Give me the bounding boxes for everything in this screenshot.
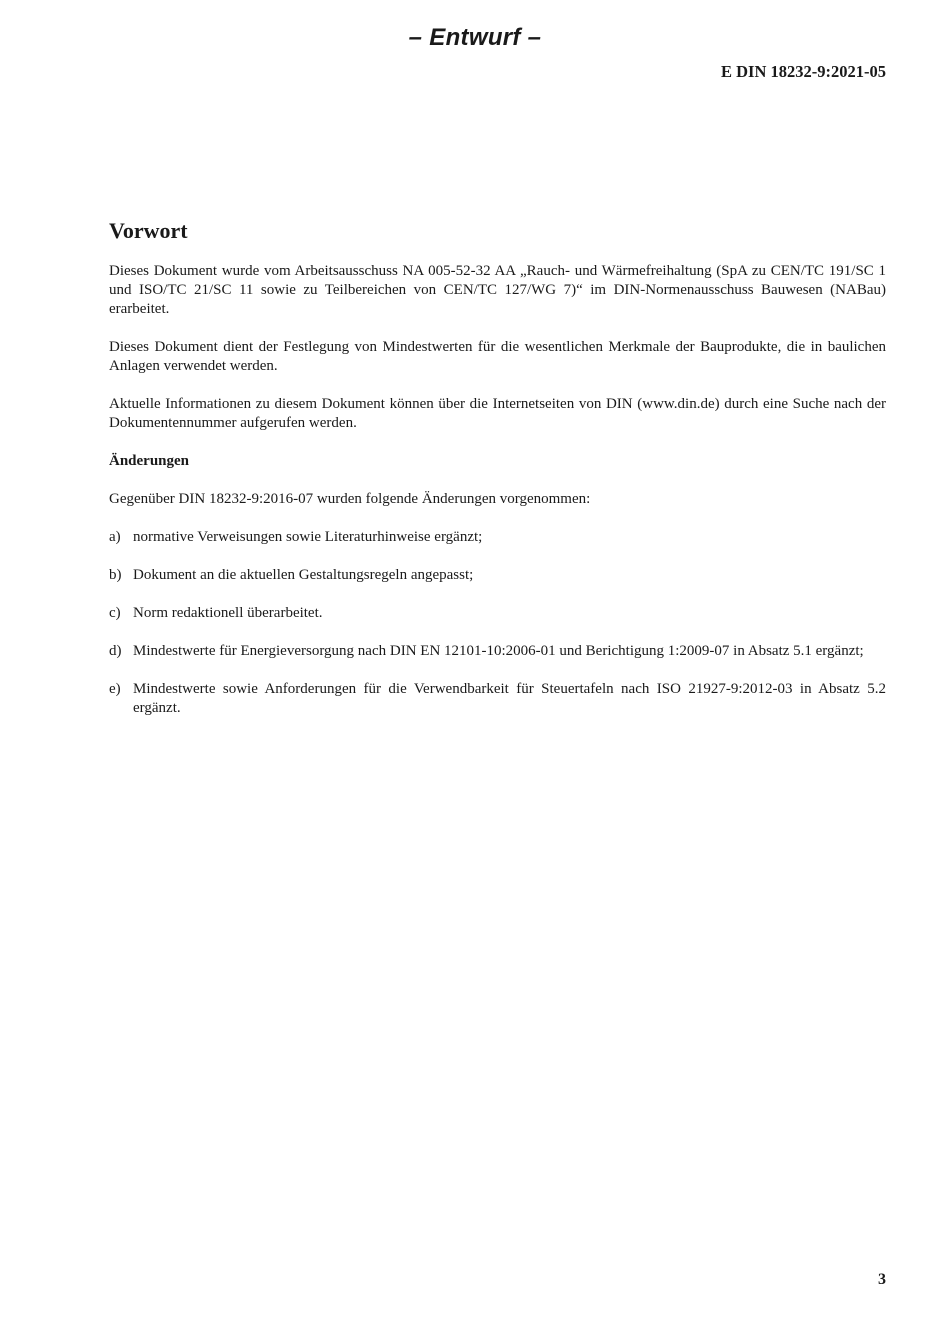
page-number: 3	[878, 1271, 886, 1288]
list-text: Mindestwerte sowie Anforderungen für die Verwendbarkeit für Steuertafeln nach ISO 21927-9:2012-03 in Absatz 5.2 ergänzt.	[133, 681, 886, 716]
changes-intro: Gegenüber DIN 18232-9:2016-07 wurden folgende Änderungen vorgenommen:	[109, 491, 591, 507]
list-marker: d)	[109, 643, 122, 659]
foreword-section	[109, 218, 886, 737]
list-marker: a)	[109, 529, 121, 545]
list-text: Norm redaktionell überarbeitet.	[133, 605, 323, 621]
list-text: Dokument an die aktuellen Gestaltungsregeln angepasst;	[133, 567, 474, 583]
changes-list	[109, 528, 886, 718]
list-item	[109, 642, 886, 661]
list-item	[109, 604, 886, 623]
list-marker: b)	[109, 567, 122, 583]
list-text: normative Verweisungen sowie Literaturhinweise ergänzt;	[133, 529, 483, 545]
list-item	[109, 528, 886, 547]
paragraph-purpose: Dieses Dokument dient der Festlegung von Mindestwerten für die wesentlichen Merkmale der Bauprodukte, die in baulichen Anlagen verwendet werden.	[109, 339, 886, 374]
draft-watermark: – Entwurf –	[408, 24, 542, 51]
list-marker: c)	[109, 605, 121, 621]
list-marker: e)	[109, 681, 121, 697]
paragraph-information: Aktuelle Informationen zu diesem Dokument können über die Internetseiten von DIN (www.din.de) durch eine Suche nach der Dokumentennummer aufgerufen werden.	[109, 396, 886, 431]
list-item	[109, 566, 886, 585]
document-id: E DIN 18232-9:2021-05	[721, 62, 886, 81]
changes-heading: Änderungen	[109, 453, 190, 469]
section-title: Vorwort	[109, 218, 188, 243]
list-item	[109, 680, 886, 718]
paragraph-committee: Dieses Dokument wurde vom Arbeitsausschuss NA 005-52-32 AA „Rauch- und Wärmefreihaltung (SpA zu CEN/TC 191/SC 1 und ISO/TC 21/SC 11 sowie zu Teilbereichen von CEN/TC 127/WG 7)“ im DIN-Normenausschuss Bauwesen (NABau) erarbeitet.	[109, 263, 886, 317]
list-text: Mindestwerte für Energieversorgung nach DIN EN 12101-10:2006-01 und Berichtigung 1:2009-07 in Absatz 5.1 ergänzt;	[133, 643, 864, 659]
